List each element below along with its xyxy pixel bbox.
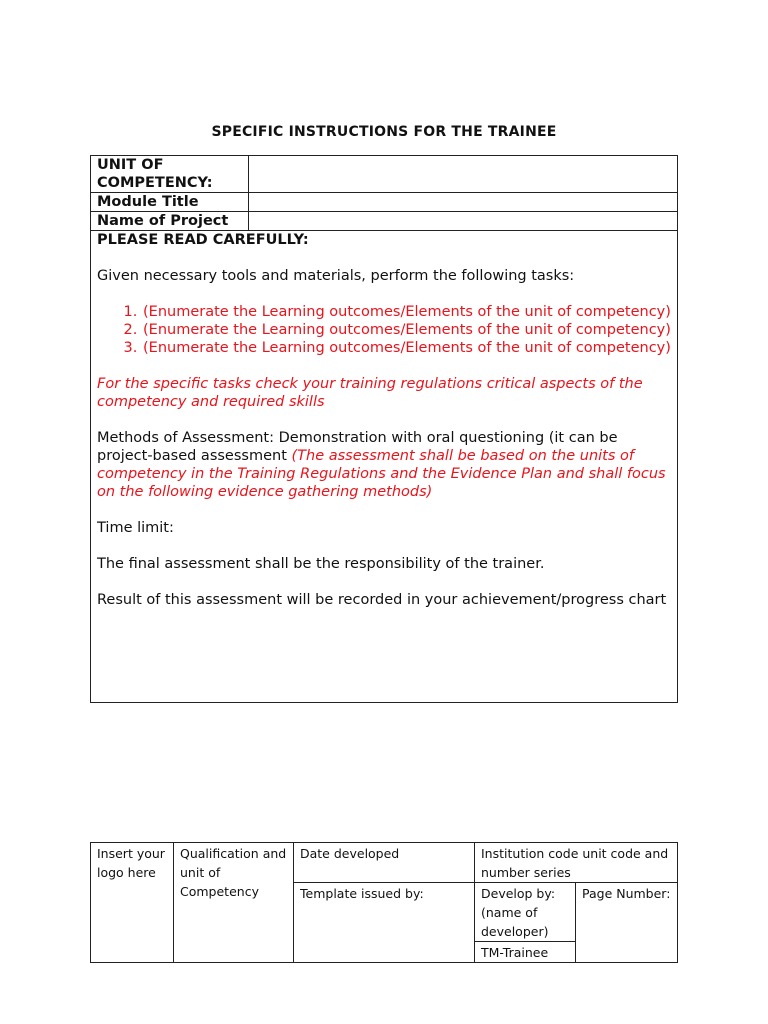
tm-trainee-cell: TM-Trainee [475, 942, 576, 963]
project-name-label: Name of Project [91, 212, 249, 231]
date-developed-cell: Date developed [294, 843, 475, 883]
task-list [97, 303, 671, 357]
methods-text: Methods of Assessment: Demonstration with oral questioning (it can be project-based assessment [97, 430, 618, 464]
time-limit: Time limit: [97, 520, 174, 536]
instructions-body [91, 231, 678, 703]
qualification-cell: Qualification and unit of Competency [174, 843, 294, 963]
result-statement: Result of this assessment will be recorded in your achievement/progress chart [97, 592, 667, 608]
footer-table [90, 842, 678, 963]
project-name-value[interactable] [249, 212, 678, 231]
task-item: 2. (Enumerate the Learning outcomes/Elements of the unit of competency) [142, 321, 671, 339]
final-assessment: The final assessment shall be the responsibility of the trainer. [97, 556, 545, 572]
instructions-heading: PLEASE READ CAREFULLY: [97, 232, 309, 248]
methods-of-assessment [97, 429, 671, 501]
document-title: SPECIFIC INSTRUCTIONS FOR THE TRAINEE [211, 124, 557, 140]
module-title-value[interactable] [249, 193, 678, 212]
task-item: 3. (Enumerate the Learning outcomes/Elements of the unit of competency) [142, 339, 671, 357]
unit-of-competency-label: UNIT OF COMPETENCY: [91, 156, 249, 193]
logo-placeholder: Insert your logo here [91, 843, 174, 963]
template-issued-cell: Template issued by: [294, 883, 475, 963]
developer-cell: Develop by: (name of developer) [475, 883, 576, 942]
page-number-cell: Page Number: [576, 883, 678, 963]
institution-code-cell: Institution code unit code and number series [475, 843, 678, 883]
methods-note: (The assessment shall be based on the units of competency in the Training Regulations and the Evidence Plan and shall focus on the following evidence gathering methods) [97, 448, 666, 500]
module-title-label: Module Title [91, 193, 249, 212]
task-item: 1. (Enumerate the Learning outcomes/Elements of the unit of competency) [142, 303, 671, 321]
specific-tasks-note: For the specific tasks check your training regulations critical aspects of the competency and required skills [97, 376, 643, 410]
unit-of-competency-value[interactable] [249, 156, 678, 193]
instructions-table [90, 155, 678, 703]
instructions-intro: Given necessary tools and materials, perform the following tasks: [97, 268, 575, 284]
